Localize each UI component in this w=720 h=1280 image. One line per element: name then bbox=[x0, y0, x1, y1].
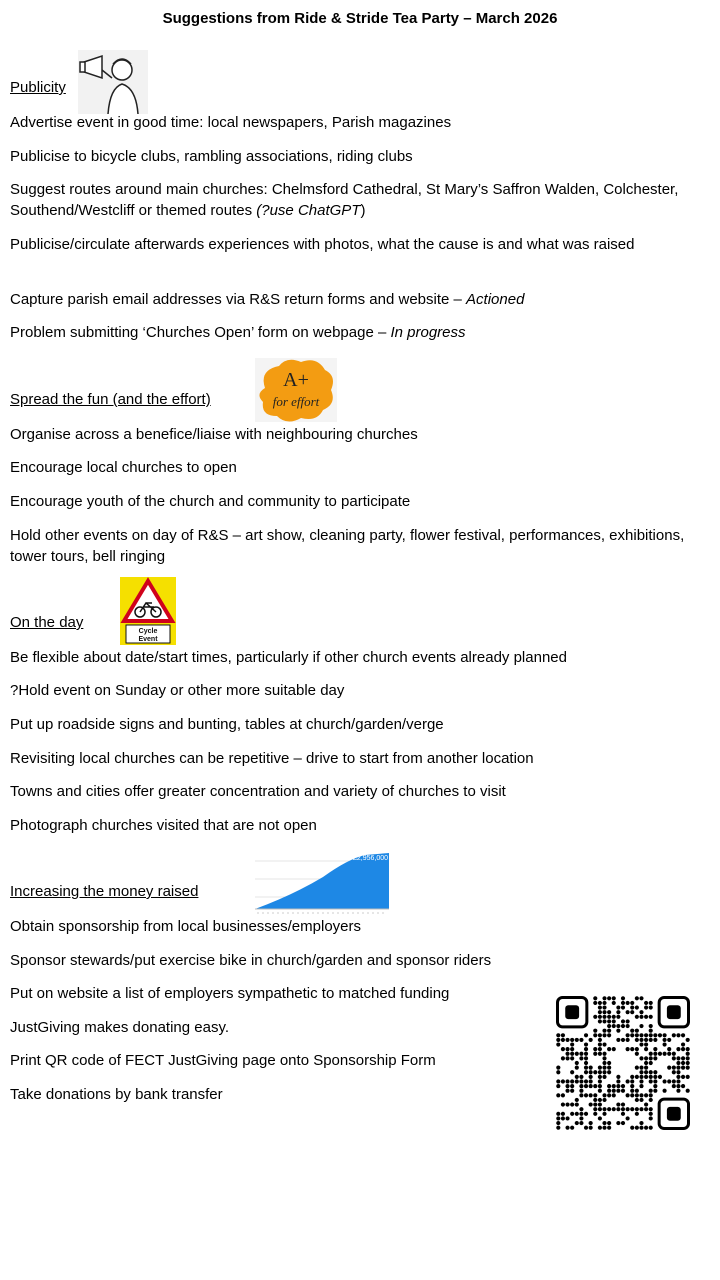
list-item: Encourage local churches to open bbox=[10, 459, 237, 476]
list-item: Put on website a list of employers sympathetic to matched funding bbox=[10, 985, 450, 1002]
qr-code-icon[interactable] bbox=[556, 996, 690, 1130]
svg-text:Cycle: Cycle bbox=[138, 628, 158, 635]
list-item: Obtain sponsorship from local businesses/employers bbox=[10, 918, 361, 935]
svg-text:A+: A+ bbox=[283, 369, 309, 391]
list-item: Organise across a benefice/liaise with neighbouring churches bbox=[10, 426, 418, 443]
list-item: Advertise event in good time: local newspapers, Parish magazines bbox=[10, 114, 452, 131]
list-item: Suggest routes around main churches: Chelmsford Cathedral, St Mary’s Saffron Walden, Colchester, Southend/Westcliff or themed routes (?use ChatGPT) bbox=[10, 181, 679, 219]
list-item: Publicise to bicycle clubs, rambling associations, riding clubs bbox=[10, 148, 413, 165]
section-heading-spread-the-fun: Spread the fun (and the effort) bbox=[10, 391, 211, 408]
list-item: Capture parish email addresses via R&S return forms and website – Actioned bbox=[10, 291, 525, 308]
section-heading-publicity: Publicity bbox=[10, 79, 66, 96]
list-item: Publicise/circulate afterwards experiences with photos, what the cause is and what was raised bbox=[10, 236, 635, 253]
list-item: Hold other events on day of R&S – art show, cleaning party, flower festival, performances, exhibitions, tower tours, bell ringing bbox=[10, 527, 685, 565]
page-title: Suggestions from Ride & Stride Tea Party – March 2026 bbox=[162, 10, 558, 27]
list-item: Sponsor stewards/put exercise bike in church/garden and sponsor riders bbox=[10, 952, 492, 969]
svg-text:Event: Event bbox=[138, 636, 158, 643]
svg-text:for effort: for effort bbox=[272, 394, 320, 409]
list-item: JustGiving makes donating easy. bbox=[10, 1019, 230, 1036]
list-item: Print QR code of FECT JustGiving page onto Sponsorship Form bbox=[10, 1052, 436, 1069]
list-item: Towns and cities offer greater concentration and variety of churches to visit bbox=[10, 783, 506, 800]
svg-text:£2,956,000: £2,956,000 bbox=[353, 855, 389, 862]
growth-chart-icon bbox=[253, 843, 391, 915]
list-item: Problem submitting ‘Churches Open’ form on webpage – In progress bbox=[10, 324, 466, 341]
list-item: Revisiting local churches can be repetitive – drive to start from another location bbox=[10, 750, 534, 767]
a-plus-badge-icon bbox=[255, 358, 337, 422]
section-heading-increasing-money: Increasing the money raised bbox=[10, 883, 199, 900]
megaphone-person-icon bbox=[78, 50, 148, 114]
section-heading-on-the-day: On the day bbox=[10, 614, 84, 631]
list-item: Put up roadside signs and bunting, tables at church/garden/verge bbox=[10, 716, 444, 733]
list-item: Take donations by bank transfer bbox=[10, 1086, 223, 1103]
cycle-event-sign-icon bbox=[120, 577, 176, 645]
list-item: ?Hold event on Sunday or other more suitable day bbox=[10, 682, 345, 699]
list-item: Be flexible about date/start times, particularly if other church events already planned bbox=[10, 649, 567, 666]
list-item: Encourage youth of the church and community to participate bbox=[10, 493, 411, 510]
list-item: Photograph churches visited that are not open bbox=[10, 817, 317, 834]
